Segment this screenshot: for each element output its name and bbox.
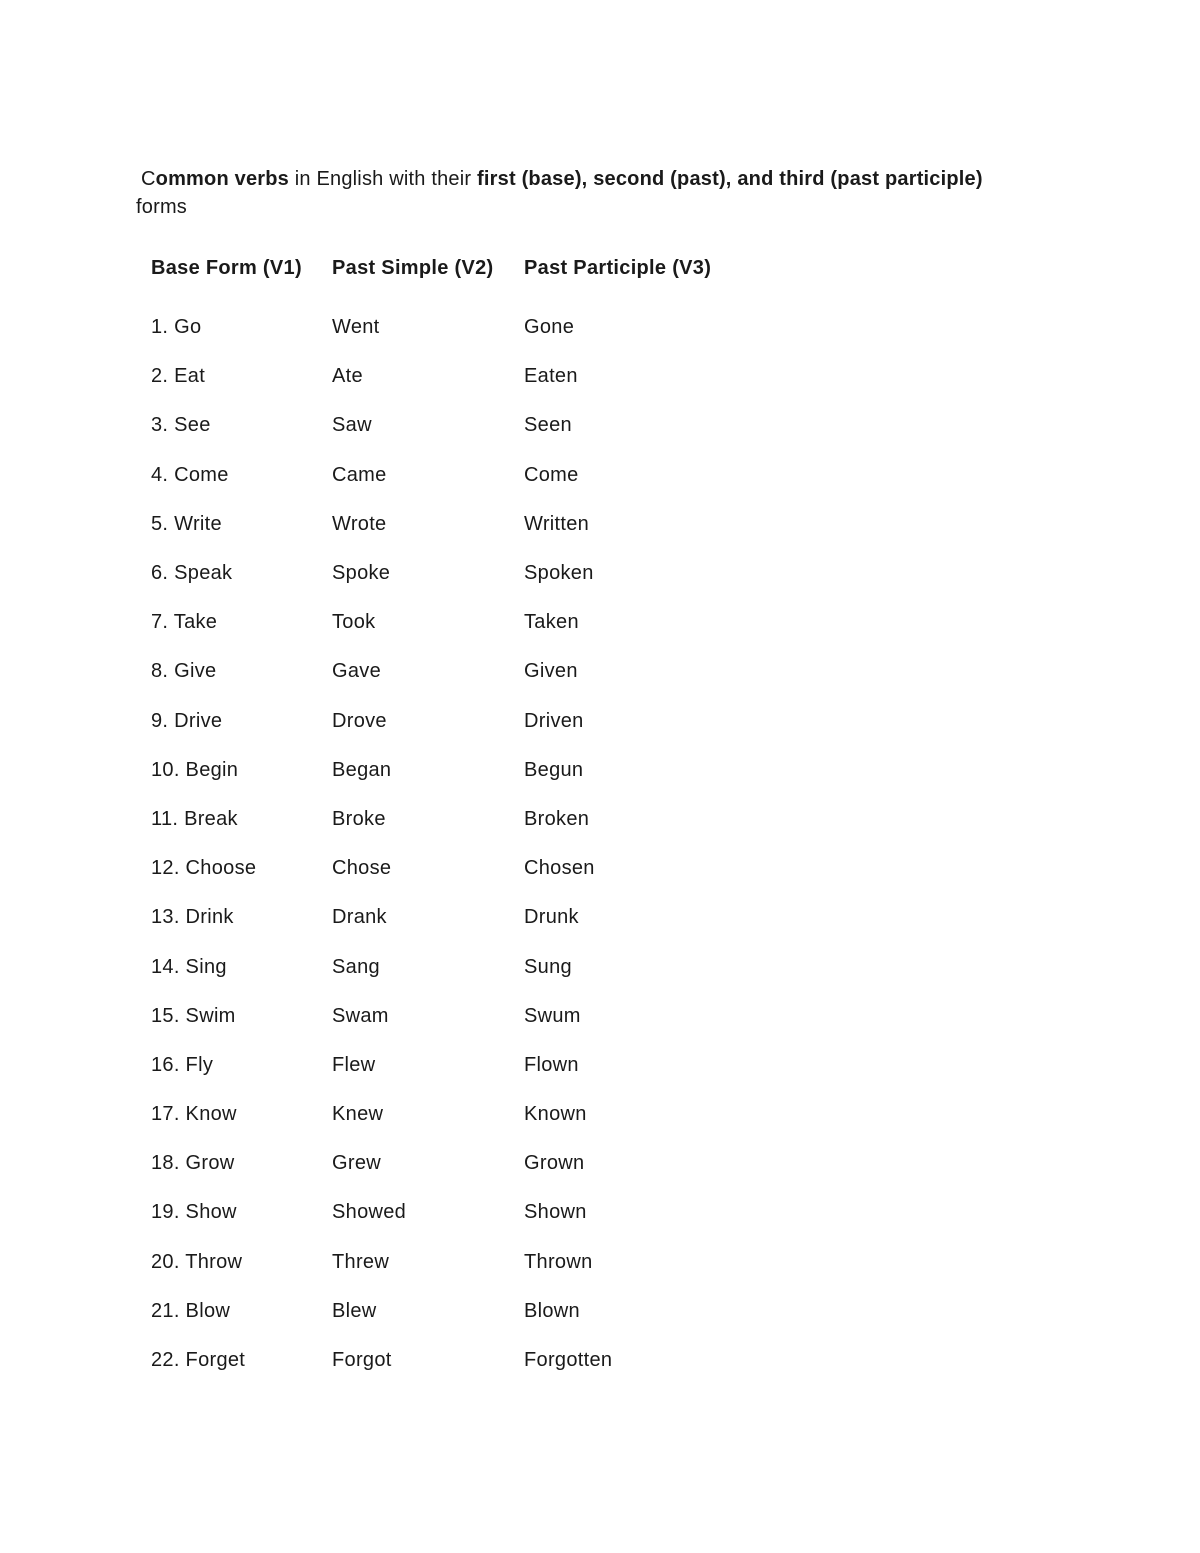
cell-base-form: 22. Forget <box>151 1349 246 1372</box>
cell-past-simple: Blew <box>332 1299 377 1322</box>
cell-base-form: 6. Speak <box>151 562 233 585</box>
cell-past-participle: Known <box>524 1103 587 1126</box>
cell-past-simple: Took <box>332 611 376 634</box>
cell-past-simple: Began <box>332 758 392 781</box>
cell-past-participle: Gone <box>524 316 575 339</box>
table-row <box>151 303 784 352</box>
cell-past-participle: Broken <box>524 807 590 830</box>
cell-past-simple: Grew <box>332 1152 381 1175</box>
cell-base-form: 2. Eat <box>151 365 206 388</box>
table-row <box>151 795 784 844</box>
cell-base-form: 18. Grow <box>151 1152 235 1175</box>
cell-past-simple: Broke <box>332 807 386 830</box>
cell-past-simple: Chose <box>332 857 392 880</box>
cell-past-simple: Sang <box>332 955 380 978</box>
cell-base-form: 21. Blow <box>151 1299 231 1322</box>
cell-past-participle: Taken <box>524 611 579 634</box>
header-past-simple: Past Simple (V2) <box>332 256 494 279</box>
cell-past-simple: Saw <box>332 414 372 437</box>
cell-past-simple: Swam <box>332 1004 389 1027</box>
cell-past-participle: Shown <box>524 1201 587 1224</box>
verb-forms-table <box>151 254 784 1385</box>
cell-past-participle: Written <box>524 512 590 535</box>
intro-part-bold: first (base), second (past), and third (past participle) <box>477 168 983 190</box>
intro-part: forms <box>136 196 187 218</box>
cell-past-simple: Threw <box>332 1250 390 1273</box>
cell-past-participle: Blown <box>524 1299 580 1322</box>
cell-past-simple: Drank <box>332 906 387 929</box>
cell-past-participle: Thrown <box>524 1250 593 1273</box>
table-row <box>151 992 784 1041</box>
cell-past-participle: Seen <box>524 414 572 437</box>
cell-past-simple: Drove <box>332 709 387 732</box>
cell-base-form: 12. Choose <box>151 857 257 880</box>
table-row <box>151 1188 784 1237</box>
cell-past-participle: Begun <box>524 758 584 781</box>
cell-past-simple: Came <box>332 463 387 486</box>
cell-past-simple: Gave <box>332 660 382 683</box>
table-row <box>151 401 784 450</box>
table-row <box>151 1041 784 1090</box>
table-row <box>151 746 784 795</box>
cell-base-form: 16. Fly <box>151 1053 214 1076</box>
cell-past-participle: Forgotten <box>524 1349 613 1372</box>
table-row <box>151 549 784 598</box>
table-row <box>151 1287 784 1336</box>
table-row <box>151 598 784 647</box>
cell-base-form: 1. Go <box>151 316 202 339</box>
table-row <box>151 697 784 746</box>
table-header-row <box>151 254 784 282</box>
table-row <box>151 1238 784 1287</box>
table-row <box>151 1090 784 1139</box>
cell-base-form: 20. Throw <box>151 1250 243 1273</box>
cell-past-simple: Knew <box>332 1103 384 1126</box>
cell-past-participle: Given <box>524 660 578 683</box>
cell-past-simple: Spoke <box>332 562 391 585</box>
table-row <box>151 1336 784 1385</box>
cell-past-simple: Flew <box>332 1053 376 1076</box>
cell-base-form: 15. Swim <box>151 1004 236 1027</box>
cell-base-form: 14. Sing <box>151 955 227 978</box>
cell-base-form: 13. Drink <box>151 906 234 929</box>
cell-base-form: 9. Drive <box>151 709 223 732</box>
cell-base-form: 11. Break <box>151 807 238 830</box>
table-row <box>151 352 784 401</box>
table-body <box>151 303 784 1385</box>
cell-base-form: 5. Write <box>151 512 222 535</box>
table-row <box>151 893 784 942</box>
intro-paragraph <box>136 165 1061 221</box>
cell-past-simple: Forgot <box>332 1349 392 1372</box>
table-row <box>151 451 784 500</box>
intro-part-bold: ommon verbs <box>155 168 289 190</box>
cell-past-participle: Drunk <box>524 906 579 929</box>
cell-past-participle: Swum <box>524 1004 581 1027</box>
table-row <box>151 942 784 991</box>
cell-past-participle: Eaten <box>524 365 578 388</box>
cell-past-simple: Showed <box>332 1201 407 1224</box>
intro-part: in English with their <box>289 168 478 190</box>
table-row <box>151 647 784 696</box>
table-row <box>151 1139 784 1188</box>
cell-past-participle: Sung <box>524 955 572 978</box>
intro-part: C <box>141 168 156 190</box>
header-past-participle: Past Participle (V3) <box>524 256 712 279</box>
cell-past-simple: Wrote <box>332 512 387 535</box>
cell-base-form: 19. Show <box>151 1201 237 1224</box>
cell-base-form: 10. Begin <box>151 758 239 781</box>
cell-past-participle: Spoken <box>524 562 594 585</box>
header-base-form: Base Form (V1) <box>151 256 302 279</box>
cell-base-form: 7. Take <box>151 611 218 634</box>
table-row <box>151 500 784 549</box>
cell-past-participle: Driven <box>524 709 584 732</box>
cell-base-form: 8. Give <box>151 660 217 683</box>
cell-past-participle: Chosen <box>524 857 595 880</box>
cell-past-participle: Flown <box>524 1053 579 1076</box>
cell-past-simple: Ate <box>332 365 363 388</box>
cell-past-participle: Come <box>524 463 579 486</box>
cell-base-form: 4. Come <box>151 463 229 486</box>
cell-base-form: 3. See <box>151 414 211 437</box>
cell-base-form: 17. Know <box>151 1103 237 1126</box>
table-row <box>151 844 784 893</box>
cell-past-participle: Grown <box>524 1152 585 1175</box>
cell-past-simple: Went <box>332 316 380 339</box>
